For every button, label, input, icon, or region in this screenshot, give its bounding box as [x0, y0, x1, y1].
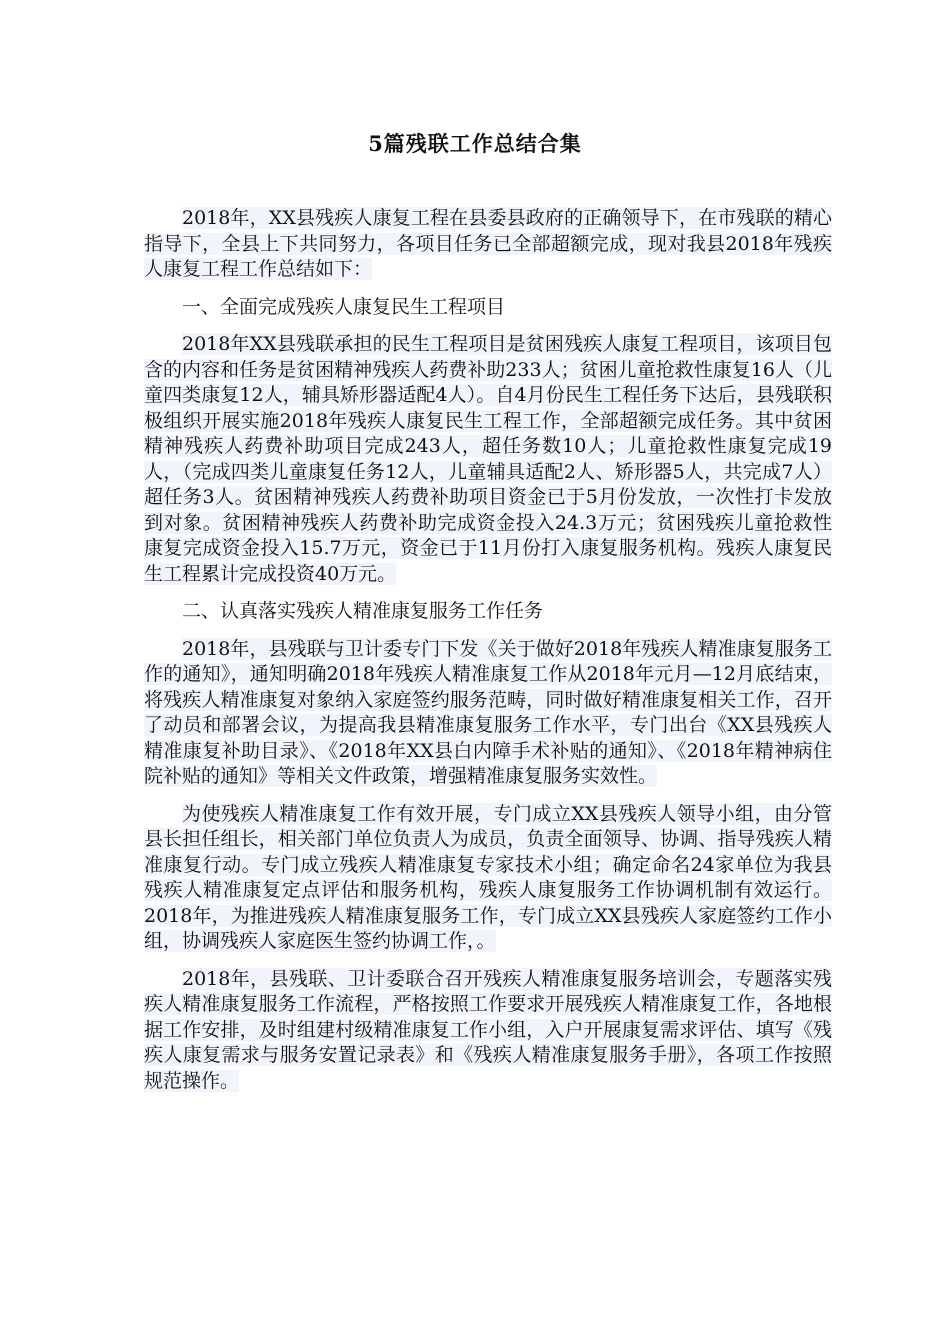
paragraph-section-2c-text: 2018年，县残联、卫计委联合召开残疾人精准康复服务培训会，专题落实残疾人精准康复服务工作流程，严格按照工作要求开展残疾人精准康复工作，各地根据工作安排，及时组建村级精准康复工作小组，入户开展康复需求评估、填写《残疾人康复需求与服务安置记录表》和《残疾人精准康复服务手册》，各项工作按照规范操作。 [144, 967, 832, 1092]
paragraph-section-2a [144, 637, 832, 790]
paragraph-section-2a-text: 2018年，县残联与卫计委专门下发《关于做好2018年残疾人精准康复服务工作的通知》，通知明确2018年残疾人精准康复工作从2018年元月—12月底结束，将残疾人精准康复对象纳入家庭签约服务范畴，同时做好精准康复相关工作，召开了动员和部署会议，为提高我县精准康复服务工作水平，专门出台《XX县残疾人精准康复补助目录》、《2018年XX县白内障手术补贴的通知》、《2018年精神病住院补贴的通知》等相关文件政策，增强精准康复服务实效性。 [144, 637, 832, 787]
paragraph-section-2b-text: 为使残疾人精准康复工作有效开展，专门成立XX县残疾人领导小组，由分管县长担任组长，相关部门单位负责人为成员，负责全面领导、协调、指导残疾人精准康复行动。专门成立残疾人精准康复专家技术小组；确定命名24家单位为我县残疾人精准康复定点评估和服务机构，残疾人康复服务工作协调机制有效运行。2018年，为推进残疾人精准康复服务工作，专门成立XX县残疾人家庭签约工作小组，协调残疾人家庭医生签约协调工作，。 [144, 802, 832, 952]
paragraph-section-2b [144, 802, 832, 955]
section-heading-1: 一、全面完成残疾人康复民生工程项目 [182, 295, 506, 318]
document-title: 5篇残联工作总结合集 [368, 131, 582, 156]
paragraph-section-1 [144, 332, 832, 587]
paragraph-section-1-text: 2018年XX县残联承担的民生工程项目是贫困残疾人康复工程项目，该项目包含的内容和任务是贫困精神残疾人药费补助233人；贫困儿童抢救性康复16人（儿童四类康复12人，辅具矫形器适配4人）。自4月份民生工程任务下达后，县残联积极组织开展实施2018年残疾人康复民生工程工作，全部超额完成任务。其中贫困精神残疾人药费补助项目完成243人，超任务数10人；儿童抢救性康复完成19人，（完成四类儿童康复任务12人，儿童辅具适配2人、矫形器5人，共完成7人）超任务3人。贫困精神残疾人药费补助项目资金已于5月份发放，一次性打卡发放到对象。贫困精神残疾人药费补助完成资金投入24.3万元；贫困残疾儿童抢救性康复完成资金投入15.7万元，资金已于11月份打入康复服务机构。残疾人康复民生工程累计完成投资40万元。 [144, 333, 832, 585]
paragraph-intro [144, 206, 832, 283]
document-body [144, 206, 832, 1106]
paragraph-section-2c [144, 967, 832, 1095]
paragraph-intro-text: 2018年，XX县残疾人康复工程在县委县政府的正确领导下，在市残联的精心指导下，全县上下共同努力，各项目任务已全部超额完成，现对我县2018年残疾人康复工程工作总结如下： [144, 207, 832, 280]
section-heading-2: 二、认真落实残疾人精准康复服务工作任务 [182, 600, 544, 622]
